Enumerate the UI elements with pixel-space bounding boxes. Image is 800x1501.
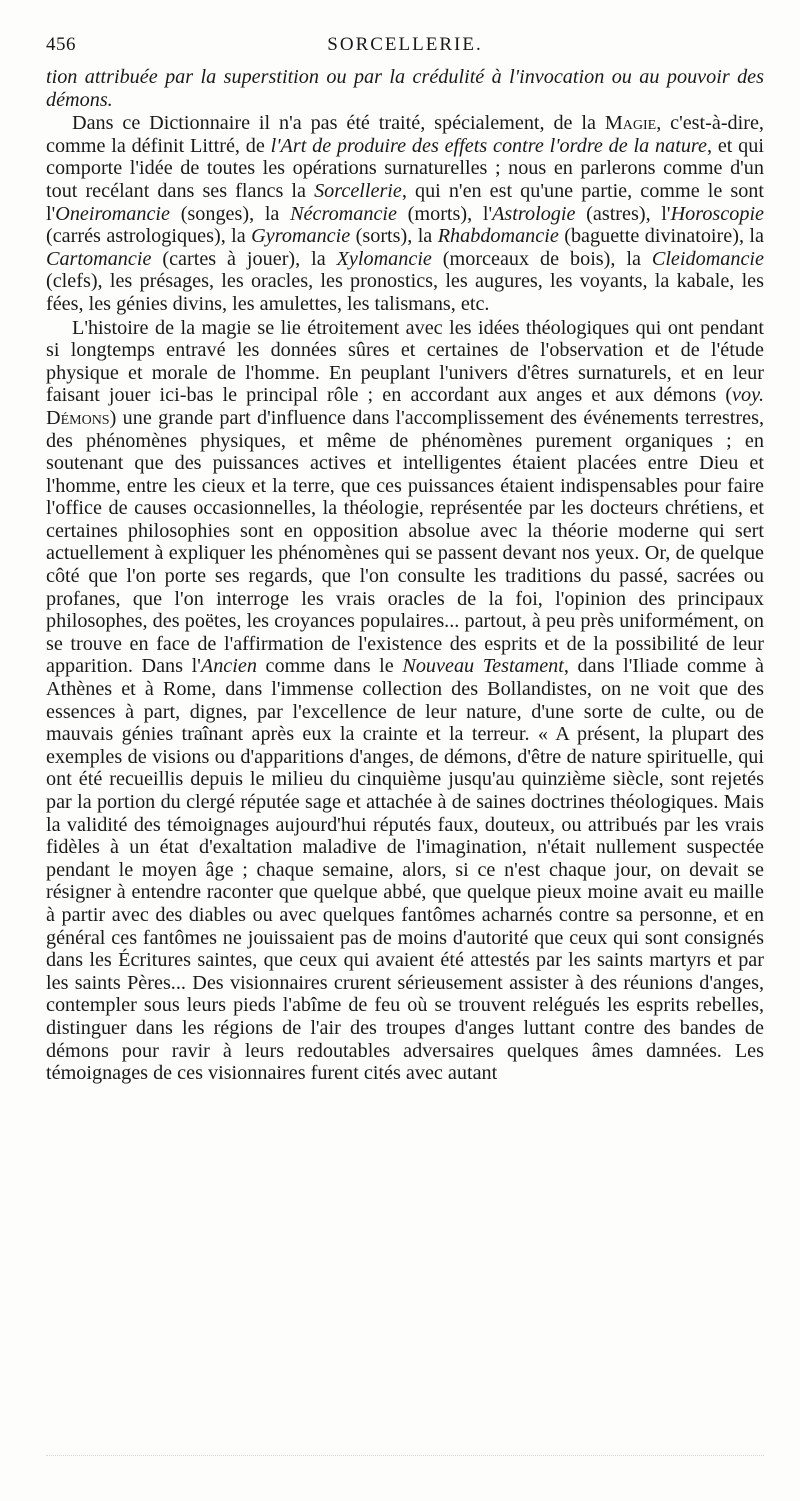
text-run: (cartes à jouer), la bbox=[151, 247, 337, 270]
text-run: comme dans le bbox=[256, 655, 403, 678]
paragraph-magie-definition bbox=[46, 112, 764, 315]
body-text bbox=[46, 66, 764, 1085]
text-run: (sorts), la bbox=[350, 225, 438, 248]
small-caps-run: Démons bbox=[46, 406, 110, 429]
italic-run: Rhabdomancie bbox=[437, 225, 559, 248]
small-caps-run: Magie bbox=[604, 112, 657, 135]
text-run: , et qui comporte l'idée de toutes les opérations surnaturelles ; nous en parlerons comme d'un tout recélant dans ses flancs la bbox=[46, 134, 764, 202]
italic-run: Xylomancie bbox=[336, 247, 432, 270]
text-run: Dans ce Dictionnaire il n'a pas été traité, spécialement, de la bbox=[72, 112, 605, 135]
italic-run: tion attribuée par la superstition ou par la crédulité à l'invocation ou au pouvoir des démons. bbox=[46, 66, 764, 111]
italic-run: Horoscopie bbox=[670, 202, 765, 225]
italic-run: Astrologie bbox=[492, 202, 576, 225]
text-run: L'histoire de la magie se lie étroitement avec les idées théologiques qui ont pendant si longtemps entravé les données sûres et certaines de l'observation et de l'étude physique et morale de l'homme. En peuplant l'univers d'êtres surnaturels, et en leur faisant jouer ici-bas le principal rôle ; en accordant aux anges et aux démons ( bbox=[46, 316, 764, 407]
italic-run: Sorcellerie bbox=[314, 179, 402, 202]
paragraph-histoire-magie bbox=[46, 317, 764, 1085]
running-head: SORCELLERIE. bbox=[327, 34, 483, 55]
italic-run: Nouveau Testament bbox=[402, 655, 564, 678]
page-bottom-marks bbox=[46, 1455, 764, 1464]
italic-run: voy. bbox=[732, 384, 764, 407]
italic-run: Nécromancie bbox=[290, 202, 397, 225]
text-run: (baguette divinatoire), la bbox=[558, 225, 764, 248]
text-run: , dans l'Iliade comme à Athènes et à Rome, dans l'immense collection des Bollandistes, on ne voit que des essences à part, dignes, par l'excellence de leur nature, d'une sorte de culte, ou de mauvais génies traînant après eux la crainte et la terreur. « A présent, la plupart des exemples de visions ou d'apparitions d'anges, de démons, d'être de nature spirituelle, qui ont été recueillis depuis le milieu du cinquième jusqu'au quinzième siècle, sont rejetés par la portion du clergé réputée sage et attachée à de saines doctrines théologiques. Mais la validité des témoignages aujourd'hui réputés faux, douteux, ou attribués par les vrais fidèles à un état d'exaltation maladive de l'imagination, n'était nullement suspectée pendant le moyen âge ; chaque semaine, alors, si ce n'est chaque jour, on devait se résigner à entendre raconter que quelque abbé, que quelque pieux moine avait eu maille à partir avec des diables ou avec quelques fantômes acharnés contre sa personne, et en général ces fantômes ne jouissaient pas de moins d'autorité que ceux qui sont consignés dans les Écritures saintes, que ceux qui avaient été attestés par les saints martyrs et par les saints Pères... Des visionnaires crurent sérieusement assister à des réunions d'anges, contempler sous leurs pieds l'abîme de feu où se trouvent relégués les esprits rebelles, distinguer dans les régions de l'air des troupes d'anges luttant contre des bandes de démons pour ravir à leurs redoutables adversaires quelques âmes damnées. Les témoignages de ces visionnaires furent cités avec autant bbox=[46, 655, 764, 1085]
text-run: (morts), l' bbox=[396, 202, 493, 225]
text-run: (clefs), les présages, les oracles, les pronostics, les augures, les voyants, la kabale, les fées, les génies divins, les amulettes, les talismans, etc. bbox=[46, 270, 764, 315]
italic-run: Ancien bbox=[200, 655, 257, 678]
italic-run: Gyromancie bbox=[251, 225, 351, 248]
italic-run: l'Art de produire des effets contre l'ordre de la nature bbox=[270, 134, 707, 157]
italic-run: Cartomancie bbox=[46, 247, 152, 270]
text-run: (carrés astrologiques), la bbox=[46, 225, 252, 248]
italic-run: Oneiromancie bbox=[55, 202, 170, 225]
text-run: , c'est-à-dire, comme la définit Littré, de bbox=[46, 112, 764, 157]
page-header bbox=[46, 34, 764, 60]
text-run: (astres), l' bbox=[575, 202, 671, 225]
text-run: (songes), la bbox=[170, 202, 291, 225]
text-run: ) une grande part d'influence dans l'accomplissement des événements terrestres, des phénomènes physiques, et même de phénomènes purement organiques ; en soutenant que des puissances actives et intelligentes étaient placées entre Dieu et l'homme, entre les cieux et la terre, que ces puissances étaient indispensables pour faire l'office de causes occasionnelles, la théologie, représentée par les docteurs chrétiens, et certaines philosophies sont en opposition absolue avec la théorie moderne qui sert actuellement à expliquer les phénomènes qui se passent devant nos yeux. Or, de quelque côté que l'on porte ses regards, que l'on consulte les traditions du passé, sacrées ou profanes, que l'on interroge les vrais oracles de la foi, l'opinion des principaux philosophes, des poëtes, les croyances populaires... partout, à peu près uniformément, on se trouve en face de l'affirmation de l'existence des esprits et de la possibilité de leur apparition. Dans l' bbox=[46, 406, 764, 678]
text-run: , qui n'en est qu'une partie, comme le sont l' bbox=[46, 179, 764, 225]
text-run: (morceaux de bois), la bbox=[431, 247, 652, 270]
page-number: 456 bbox=[46, 34, 76, 55]
italic-run: Cleidomancie bbox=[651, 247, 764, 270]
paragraph-continuation bbox=[46, 66, 764, 111]
